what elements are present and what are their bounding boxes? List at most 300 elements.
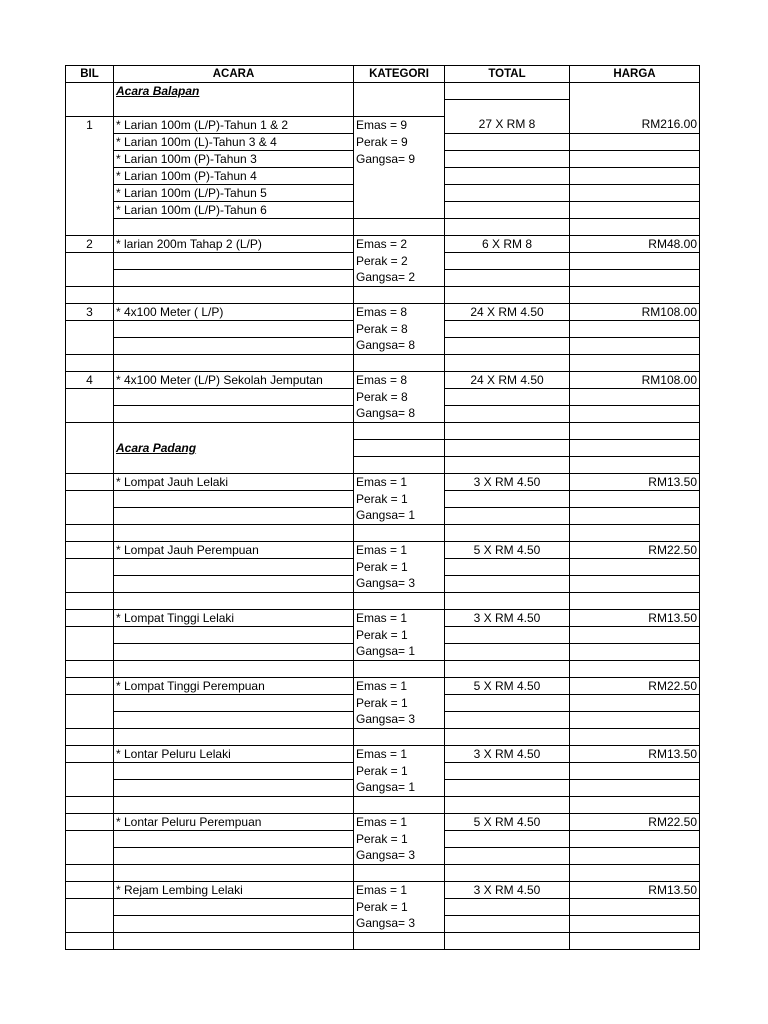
- cell-acara: [114, 592, 354, 609]
- cell-kategori: Perak = 1: [354, 762, 445, 779]
- cell-kategori: Gangsa= 9: [354, 150, 445, 167]
- table-row: [66, 558, 700, 575]
- cell-bil: [66, 847, 114, 864]
- cell-bil: [66, 558, 114, 575]
- cell-kategori: [354, 728, 445, 745]
- cell-bil: [66, 422, 114, 439]
- cell-harga: [570, 864, 700, 881]
- cell-acara: [114, 575, 354, 592]
- cell-harga: [570, 575, 700, 592]
- table-row: [66, 405, 700, 422]
- cell-total: 6 X RM 8: [445, 235, 570, 252]
- cell-harga: [570, 507, 700, 524]
- cell-kategori: [354, 932, 445, 949]
- cell-total: [445, 524, 570, 541]
- cell-total: [445, 762, 570, 779]
- cell-harga: [570, 218, 700, 235]
- cell-bil: [66, 575, 114, 592]
- cell-acara: [114, 422, 354, 439]
- table-row: [66, 371, 700, 388]
- cell-kategori: Gangsa= 3: [354, 711, 445, 728]
- cell-harga: [570, 201, 700, 218]
- cell-acara: [114, 847, 354, 864]
- cell-acara: * Rejam Lembing Lelaki: [114, 881, 354, 898]
- cell-harga: RM22.50: [570, 541, 700, 558]
- cell-harga: [570, 796, 700, 813]
- cell-acara: [114, 660, 354, 677]
- table-row: [66, 762, 700, 779]
- cell-acara: [114, 779, 354, 796]
- table-row: [66, 354, 700, 371]
- cell-acara: * 4x100 Meter ( L/P): [114, 303, 354, 320]
- cell-total: 3 X RM 4.50: [445, 609, 570, 626]
- cell-kategori: [354, 592, 445, 609]
- cell-harga: [570, 167, 700, 184]
- table-row: [66, 813, 700, 830]
- cell-kategori: [354, 167, 445, 184]
- cell-bil: [66, 864, 114, 881]
- cell-total: [445, 728, 570, 745]
- cell-bil: [66, 626, 114, 643]
- table-row: [66, 473, 700, 490]
- cell-kategori: [354, 184, 445, 201]
- cell-bil: [66, 524, 114, 541]
- table-row: [66, 796, 700, 813]
- cell-harga: RM13.50: [570, 609, 700, 626]
- cell-acara: [114, 626, 354, 643]
- table-row: [66, 320, 700, 337]
- cell-total: [445, 626, 570, 643]
- table-row: [66, 269, 700, 286]
- cell-harga: [570, 660, 700, 677]
- cell-total: 3 X RM 4.50: [445, 473, 570, 490]
- section-header-row: [66, 439, 700, 456]
- cell-harga: [570, 558, 700, 575]
- cell-harga: [570, 762, 700, 779]
- cell-bil: [66, 728, 114, 745]
- cell-acara: * Larian 100m (L/P)-Tahun 5: [114, 184, 354, 201]
- table-row: [66, 575, 700, 592]
- cell-harga: RM48.00: [570, 235, 700, 252]
- cell-kategori: [354, 796, 445, 813]
- cell-total: [445, 507, 570, 524]
- table-row: [66, 864, 700, 881]
- cell-harga: [570, 422, 700, 439]
- price-table: [65, 65, 700, 950]
- cell-total: [445, 388, 570, 405]
- cell-bil: [66, 184, 114, 201]
- cell-acara: * Larian 100m (L/P)-Tahun 1 & 2: [114, 116, 354, 133]
- cell-total: [445, 286, 570, 303]
- cell-kategori: Emas = 1: [354, 813, 445, 830]
- cell-total: 24 X RM 4.50: [445, 303, 570, 320]
- cell-kategori: [354, 201, 445, 218]
- cell-total: [445, 320, 570, 337]
- cell-harga: [570, 847, 700, 864]
- cell-harga: [570, 184, 700, 201]
- table-row: [66, 541, 700, 558]
- table-row: [66, 643, 700, 660]
- cell-total: [445, 252, 570, 269]
- cell-kategori: [354, 218, 445, 235]
- cell-total: [445, 796, 570, 813]
- cell-bil: [66, 694, 114, 711]
- cell-kategori: Gangsa= 1: [354, 643, 445, 660]
- cell-harga: RM13.50: [570, 881, 700, 898]
- header-acara: ACARA: [114, 66, 354, 83]
- cell-kategori: Perak = 1: [354, 626, 445, 643]
- section-header-row: [66, 83, 700, 100]
- cell-bil: [66, 796, 114, 813]
- cell-harga: [570, 405, 700, 422]
- table-row: [66, 150, 700, 167]
- cell-kategori: [354, 422, 445, 439]
- cell-harga: [570, 286, 700, 303]
- table-row: [66, 490, 700, 507]
- cell-total: [445, 218, 570, 235]
- cell-acara: [114, 337, 354, 354]
- cell-harga: RM13.50: [570, 473, 700, 490]
- cell-acara: * Lompat Tinggi Lelaki: [114, 609, 354, 626]
- cell-total: [445, 779, 570, 796]
- cell-bil: [66, 881, 114, 898]
- cell-harga: RM108.00: [570, 371, 700, 388]
- table-row: [66, 422, 700, 439]
- cell-total: 5 X RM 4.50: [445, 677, 570, 694]
- cell-harga: [570, 592, 700, 609]
- cell-total: [445, 915, 570, 932]
- cell-harga: [570, 626, 700, 643]
- cell-harga: [570, 490, 700, 507]
- cell-total: [445, 456, 570, 473]
- cell-acara: [114, 320, 354, 337]
- cell-acara: [114, 269, 354, 286]
- cell-harga: [570, 388, 700, 405]
- cell-acara: * Lompat Jauh Perempuan: [114, 541, 354, 558]
- cell-total: [445, 643, 570, 660]
- header-kategori: KATEGORI: [354, 66, 445, 83]
- cell-kategori: Gangsa= 8: [354, 337, 445, 354]
- cell-total: [445, 864, 570, 881]
- table-row: [66, 133, 700, 150]
- cell-kategori: [354, 100, 445, 117]
- cell-harga: [570, 711, 700, 728]
- cell-acara: [114, 405, 354, 422]
- cell-kategori: Emas = 1: [354, 541, 445, 558]
- cell-total: [445, 830, 570, 847]
- cell-acara: [114, 354, 354, 371]
- table-row: [66, 677, 700, 694]
- cell-kategori: Perak = 1: [354, 694, 445, 711]
- cell-acara: * Lompat Tinggi Perempuan: [114, 677, 354, 694]
- cell-total: 3 X RM 4.50: [445, 745, 570, 762]
- table-row: [66, 626, 700, 643]
- cell-total: 3 X RM 4.50: [445, 881, 570, 898]
- table-row: [66, 898, 700, 915]
- table-row: [66, 609, 700, 626]
- cell-harga: [570, 779, 700, 796]
- cell-acara: * Larian 100m (L/P)-Tahun 6: [114, 201, 354, 218]
- table-row: [66, 167, 700, 184]
- cell-total: [445, 592, 570, 609]
- cell-harga: [570, 83, 700, 100]
- cell-harga: [570, 728, 700, 745]
- cell-total: 5 X RM 4.50: [445, 541, 570, 558]
- table-row: [66, 116, 700, 133]
- table-row: [66, 524, 700, 541]
- cell-acara: [114, 711, 354, 728]
- cell-harga: [570, 830, 700, 847]
- cell-acara: [114, 286, 354, 303]
- cell-kategori: [354, 354, 445, 371]
- cell-kategori: Gangsa= 3: [354, 847, 445, 864]
- cell-kategori: Perak = 1: [354, 830, 445, 847]
- cell-bil: [66, 320, 114, 337]
- cell-bil: [66, 439, 114, 456]
- cell-kategori: [354, 660, 445, 677]
- cell-total: [445, 167, 570, 184]
- table-row: [66, 388, 700, 405]
- cell-acara: [114, 524, 354, 541]
- cell-bil: [66, 490, 114, 507]
- cell-bil: [66, 898, 114, 915]
- cell-bil: [66, 269, 114, 286]
- table-row: [66, 915, 700, 932]
- cell-bil: [66, 507, 114, 524]
- cell-bil: [66, 456, 114, 473]
- cell-harga: RM22.50: [570, 677, 700, 694]
- cell-kategori: Emas = 1: [354, 473, 445, 490]
- cell-harga: [570, 915, 700, 932]
- cell-bil: 1: [66, 116, 114, 133]
- cell-bil: [66, 167, 114, 184]
- cell-kategori: Perak = 1: [354, 898, 445, 915]
- cell-kategori: Gangsa= 3: [354, 915, 445, 932]
- cell-acara: [114, 507, 354, 524]
- cell-acara: [114, 490, 354, 507]
- cell-acara: [114, 898, 354, 915]
- cell-acara: [114, 694, 354, 711]
- cell-bil: [66, 711, 114, 728]
- cell-total: [445, 660, 570, 677]
- cell-kategori: Emas = 1: [354, 677, 445, 694]
- cell-bil: [66, 609, 114, 626]
- cell-total: [445, 898, 570, 915]
- cell-total: [445, 354, 570, 371]
- cell-kategori: Perak = 8: [354, 320, 445, 337]
- cell-harga: [570, 898, 700, 915]
- cell-bil: [66, 150, 114, 167]
- table-row: [66, 337, 700, 354]
- table-row: [66, 100, 700, 117]
- cell-acara: [114, 252, 354, 269]
- cell-acara: [114, 830, 354, 847]
- cell-kategori: Gangsa= 1: [354, 779, 445, 796]
- cell-total: [445, 337, 570, 354]
- cell-bil: [66, 286, 114, 303]
- cell-total: [445, 405, 570, 422]
- cell-acara: [114, 864, 354, 881]
- cell-kategori: Perak = 2: [354, 252, 445, 269]
- cell-kategori: Emas = 2: [354, 235, 445, 252]
- cell-kategori: [354, 439, 445, 456]
- cell-acara: [114, 796, 354, 813]
- table-row: [66, 235, 700, 252]
- cell-total: [445, 932, 570, 949]
- cell-total: [445, 439, 570, 456]
- table-row: [66, 932, 700, 949]
- cell-acara: * Lompat Jauh Lelaki: [114, 473, 354, 490]
- cell-bil: 4: [66, 371, 114, 388]
- table-row: [66, 184, 700, 201]
- cell-total: [445, 575, 570, 592]
- cell-kategori: [354, 864, 445, 881]
- cell-acara: * 4x100 Meter (L/P) Sekolah Jemputan: [114, 371, 354, 388]
- table-row: [66, 694, 700, 711]
- cell-harga: RM108.00: [570, 303, 700, 320]
- cell-acara: [114, 456, 354, 473]
- cell-acara: * larian 200m Tahap 2 (L/P): [114, 235, 354, 252]
- cell-bil: [66, 915, 114, 932]
- header-harga: HARGA: [570, 66, 700, 83]
- table-row: [66, 728, 700, 745]
- table-row: [66, 252, 700, 269]
- cell-acara: [114, 100, 354, 117]
- cell-total: 24 X RM 4.50: [445, 371, 570, 388]
- cell-kategori: Gangsa= 1: [354, 507, 445, 524]
- cell-acara: * Larian 100m (P)-Tahun 4: [114, 167, 354, 184]
- cell-harga: [570, 269, 700, 286]
- cell-total: [445, 83, 570, 100]
- table-row: [66, 303, 700, 320]
- cell-acara: * Lontar Peluru Lelaki: [114, 745, 354, 762]
- cell-harga: [570, 932, 700, 949]
- cell-total: 5 X RM 4.50: [445, 813, 570, 830]
- cell-acara: [114, 728, 354, 745]
- cell-bil: [66, 592, 114, 609]
- table-header-row: [66, 66, 700, 83]
- cell-harga: RM216.00: [570, 116, 700, 133]
- cell-harga: RM13.50: [570, 745, 700, 762]
- cell-bil: [66, 830, 114, 847]
- cell-harga: [570, 354, 700, 371]
- cell-total: [445, 711, 570, 728]
- cell-kategori: Gangsa= 3: [354, 575, 445, 592]
- section-title: Acara Padang: [114, 439, 354, 456]
- cell-kategori: [354, 286, 445, 303]
- cell-total: [445, 847, 570, 864]
- cell-total: [445, 100, 570, 117]
- cell-kategori: [354, 456, 445, 473]
- cell-bil: [66, 252, 114, 269]
- cell-bil: 3: [66, 303, 114, 320]
- cell-acara: * Larian 100m (P)-Tahun 3: [114, 150, 354, 167]
- header-total: TOTAL: [445, 66, 570, 83]
- cell-bil: 2: [66, 235, 114, 252]
- cell-bil: [66, 337, 114, 354]
- cell-bil: [66, 405, 114, 422]
- header-bil: BIL: [66, 66, 114, 83]
- table-row: [66, 779, 700, 796]
- cell-harga: [570, 100, 700, 117]
- table-row: [66, 201, 700, 218]
- cell-acara: [114, 762, 354, 779]
- cell-kategori: Perak = 1: [354, 490, 445, 507]
- cell-harga: RM22.50: [570, 813, 700, 830]
- cell-acara: * Larian 100m (L)-Tahun 3 & 4: [114, 133, 354, 150]
- cell-acara: [114, 388, 354, 405]
- cell-kategori: [354, 83, 445, 100]
- table-row: [66, 711, 700, 728]
- table-row: [66, 830, 700, 847]
- cell-total: [445, 133, 570, 150]
- cell-bil: [66, 541, 114, 558]
- cell-total: [445, 150, 570, 167]
- cell-total: [445, 490, 570, 507]
- cell-bil: [66, 745, 114, 762]
- cell-acara: [114, 915, 354, 932]
- cell-bil: [66, 100, 114, 117]
- cell-acara: [114, 558, 354, 575]
- cell-total: [445, 184, 570, 201]
- cell-total: [445, 422, 570, 439]
- cell-acara: * Lontar Peluru Perempuan: [114, 813, 354, 830]
- cell-bil: [66, 762, 114, 779]
- cell-kategori: Gangsa= 2: [354, 269, 445, 286]
- cell-kategori: Emas = 9: [354, 116, 445, 133]
- cell-kategori: Perak = 9: [354, 133, 445, 150]
- cell-harga: [570, 150, 700, 167]
- cell-bil: [66, 779, 114, 796]
- table-row: [66, 660, 700, 677]
- cell-kategori: Perak = 1: [354, 558, 445, 575]
- cell-bil: [66, 388, 114, 405]
- table-row: [66, 218, 700, 235]
- cell-harga: [570, 694, 700, 711]
- table-row: [66, 507, 700, 524]
- cell-bil: [66, 473, 114, 490]
- cell-harga: [570, 133, 700, 150]
- cell-total: [445, 694, 570, 711]
- cell-bil: [66, 813, 114, 830]
- cell-bil: [66, 643, 114, 660]
- table-row: [66, 286, 700, 303]
- cell-kategori: Emas = 1: [354, 881, 445, 898]
- cell-harga: [570, 320, 700, 337]
- table-row: [66, 847, 700, 864]
- cell-harga: [570, 524, 700, 541]
- section-title: Acara Balapan: [114, 83, 354, 100]
- cell-kategori: Gangsa= 8: [354, 405, 445, 422]
- cell-total: [445, 269, 570, 286]
- cell-kategori: Emas = 1: [354, 609, 445, 626]
- cell-bil: [66, 932, 114, 949]
- cell-bil: [66, 354, 114, 371]
- cell-kategori: Perak = 8: [354, 388, 445, 405]
- cell-bil: [66, 218, 114, 235]
- table-row: [66, 592, 700, 609]
- cell-total: [445, 201, 570, 218]
- cell-harga: [570, 643, 700, 660]
- cell-acara: [114, 932, 354, 949]
- cell-bil: [66, 201, 114, 218]
- cell-acara: [114, 643, 354, 660]
- cell-acara: [114, 218, 354, 235]
- cell-kategori: Emas = 8: [354, 303, 445, 320]
- cell-bil: [66, 660, 114, 677]
- cell-bil: [66, 133, 114, 150]
- cell-total: 27 X RM 8: [445, 116, 570, 133]
